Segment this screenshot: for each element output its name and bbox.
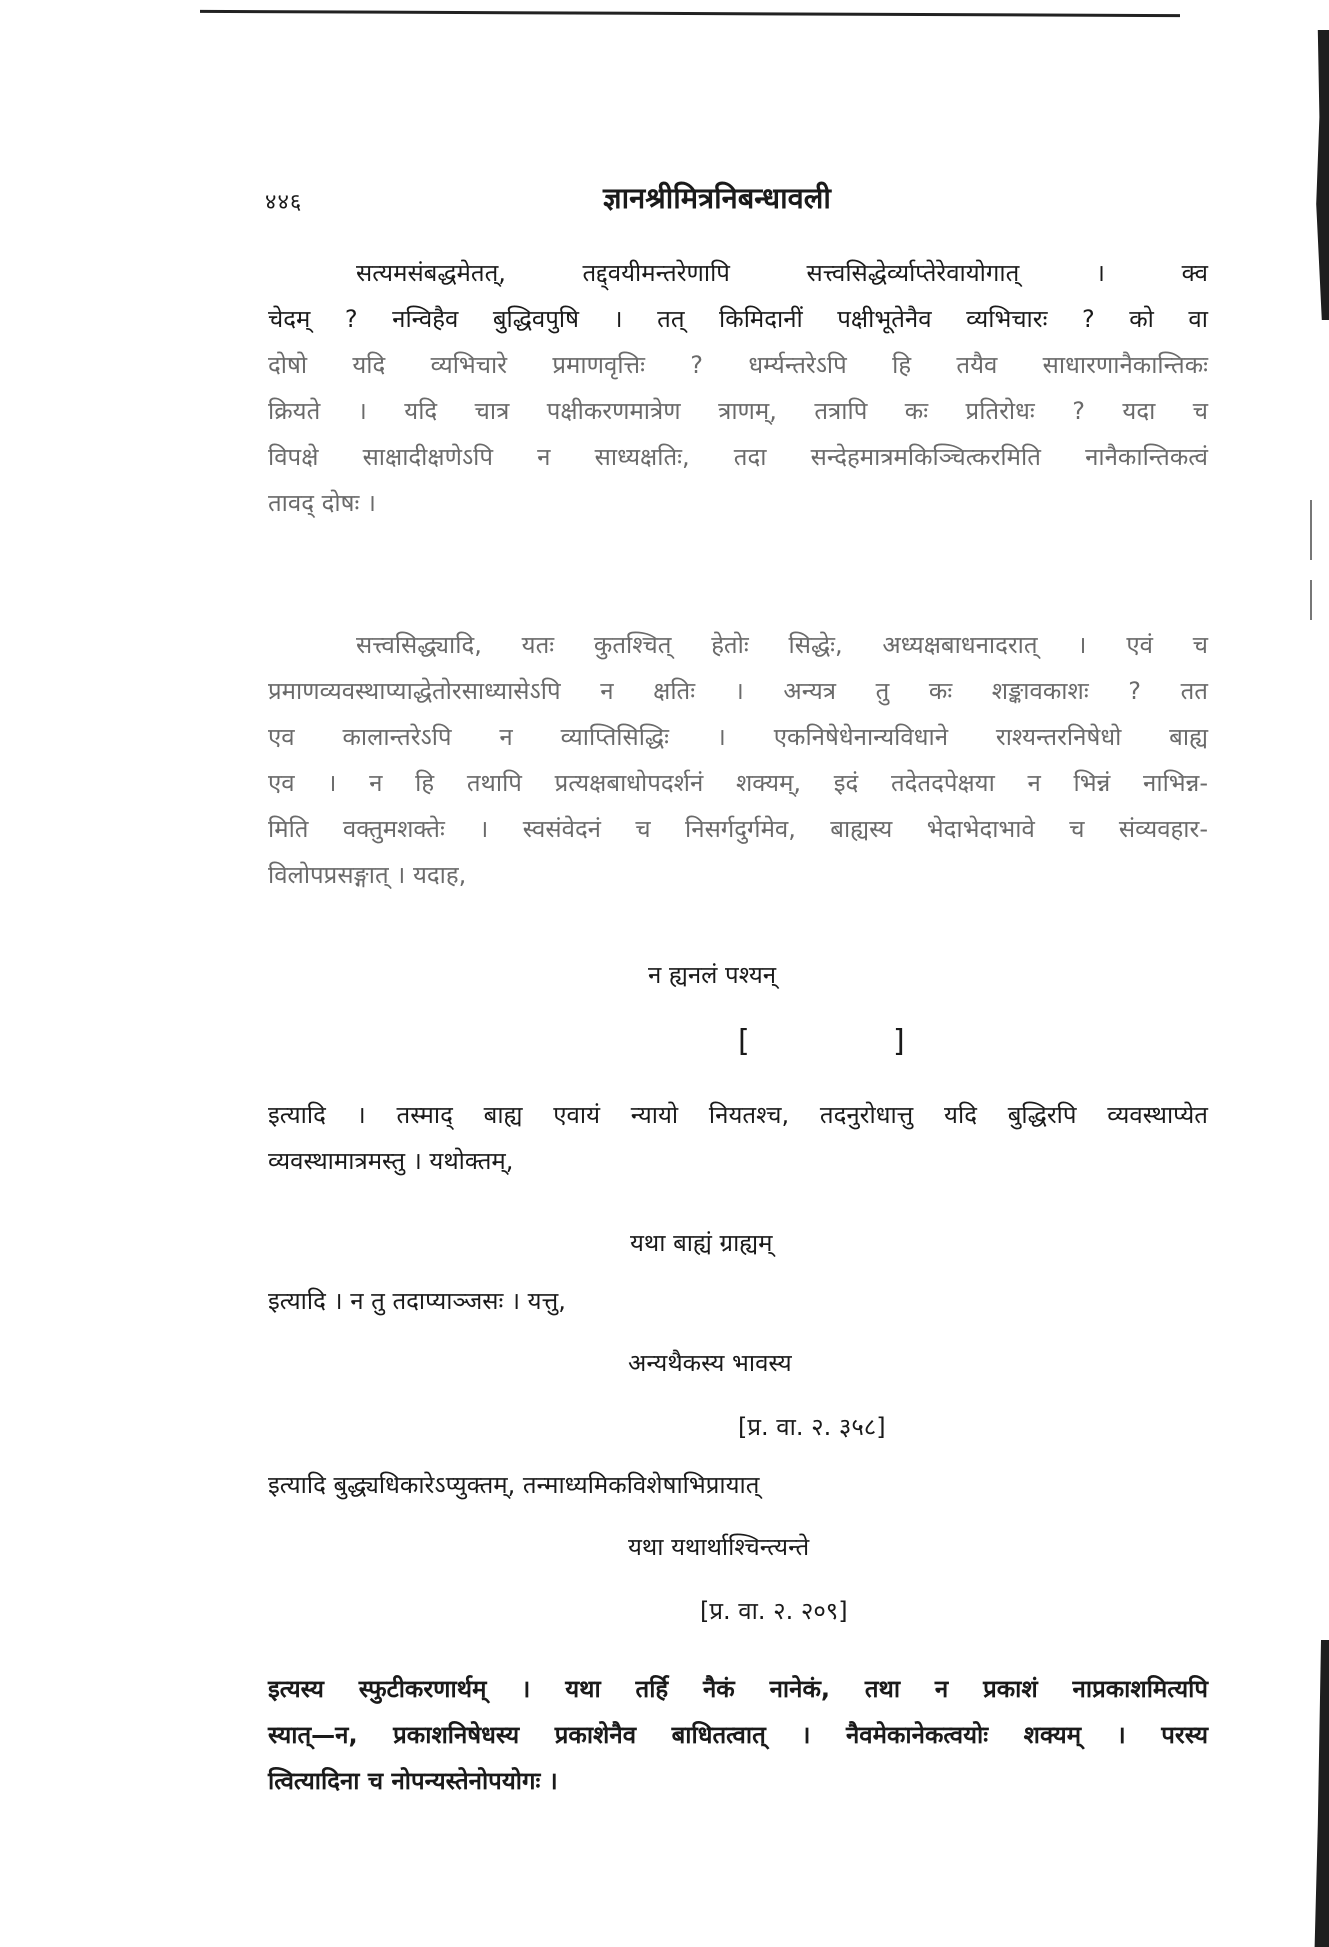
text-line: तावद् दोषः ।: [268, 489, 377, 517]
paragraph-6: [268, 1666, 1208, 1804]
text-line: प्रमाणव्यवस्थाप्याद्धेतोरसाध्यासेऽपि न क्षतिः । अन्यत्र तु कः शङ्कावकाशः ? तत: [268, 677, 1208, 705]
text-line: एव । न हि तथापि प्रत्यक्षबाधोपदर्शनं शक्यम्, इदं तदेतदपेक्षया न भिन्नं नाभिन्न-: [268, 769, 1208, 797]
verse-reference: [प्र. वा. २. ३५८]: [738, 1413, 886, 1441]
paragraph-1: [268, 250, 1208, 526]
scan-margin-mark: [1310, 500, 1312, 560]
text-line: स्यात्—न, प्रकाशनिषेधस्य प्रकाशेनैव बाधितत्वात् । नैवमेकानेकत्वयोः शक्यम् । परस्य: [268, 1721, 1208, 1749]
text-line: क्रियते । यदि चात्र पक्षीकरणमात्रेण त्राणम्, तत्रापि कः प्रतिरोधः ? यदा च: [268, 397, 1208, 425]
text-line: विपक्षे साक्षादीक्षणेऽपि न साध्यक्षतिः, तदा सन्देहमात्रमकिञ्चित्करमिति नानैकान्तिकत्वं: [268, 443, 1208, 471]
quoted-verse: यथा बाह्यं ग्राह्यम्: [630, 1229, 773, 1257]
page-number: ४४६: [265, 190, 303, 215]
scan-margin-mark: [1310, 580, 1312, 620]
text-line: मिति वक्तुमशक्तेः । स्वसंवेदनं च निसर्गदुर्गमेव, बाह्यस्य भेदाभेदाभावे च संव्यवहार-: [268, 815, 1208, 843]
top-rule: [200, 10, 1180, 17]
paragraph-4: [268, 1278, 1208, 1324]
quoted-verse: न ह्यनलं पश्यन्: [648, 961, 777, 989]
text-line: इत्यादि । न तु तदाप्याञ्जसः । यत्तु,: [268, 1287, 566, 1315]
verse-reference: [प्र. वा. २. २०९]: [700, 1597, 848, 1625]
page-title: ज्ञानश्रीमित्रनिबन्धावली: [603, 181, 831, 215]
paragraph-3: [268, 1092, 1208, 1184]
text-line: इत्यादि बुद्ध्यधिकारेऽप्युक्तम्, तन्माध्यमिकविशेषाभिप्रायात्: [268, 1471, 760, 1499]
quoted-verse: यथा यथार्थाश्चिन्त्यन्ते: [628, 1533, 810, 1561]
quoted-verse: अन्यथैकस्य भावस्य: [628, 1349, 792, 1377]
text-line: त्वित्यादिना च नोपन्यस्तेनोपयोगः ।: [268, 1767, 558, 1795]
paragraph-5: [268, 1462, 1208, 1508]
text-line: व्यवस्थामात्रमस्तु । यथोक्तम्,: [268, 1147, 514, 1175]
paragraph-2: [268, 622, 1208, 898]
bracket-open: [: [738, 1024, 750, 1059]
text-line: दोषो यदि व्यभिचारे प्रमाणवृत्तिः ? धर्म्यन्तरेऽपि हि तयैव साधारणानैकान्तिकः: [268, 351, 1208, 379]
text-line: विलोपप्रसङ्गात् । यदाह,: [268, 861, 467, 889]
running-head: [265, 178, 1215, 224]
text-line: एव कालान्तरेऽपि न व्याप्तिसिद्धिः । एकनिषेधेनान्यविधाने राश्यन्तरनिषेधो बाह्य: [268, 723, 1208, 751]
text-line: चेदम् ? नन्विहैव बुद्धिवपुषि । तत् किमिदानीं पक्षीभूतेनैव व्यभिचारः ? को वा: [268, 305, 1208, 333]
text-line: इत्यस्य स्फुटीकरणार्थम् । यथा तर्हि नैकं नानेकं, तथा न प्रकाशं नाप्रकाशमित्यपि: [268, 1675, 1208, 1703]
text-line: सत्यमसंबद्धमेतत्, तद्द्वयीमन्तरेणापि सत्त्वसिद्धेर्व्याप्तेरेवायोगात् । क्व: [356, 259, 1208, 287]
text-line: सत्त्वसिद्ध्यादि, यतः कुतश्चित् हेतोः सिद्धेः, अध्यक्षबाधनादरात् । एवं च: [356, 631, 1208, 659]
scan-edge-shadow-bottom: [1313, 1640, 1329, 1947]
text-line: इत्यादि । तस्माद् बाह्य एवायं न्यायो नियतश्च, तदनुरोधात्तु यदि बुद्धिरपि व्यवस्थाप्येत: [268, 1101, 1208, 1129]
scan-edge-shadow-top: [1313, 30, 1329, 320]
bracket-close: ]: [893, 1024, 905, 1059]
